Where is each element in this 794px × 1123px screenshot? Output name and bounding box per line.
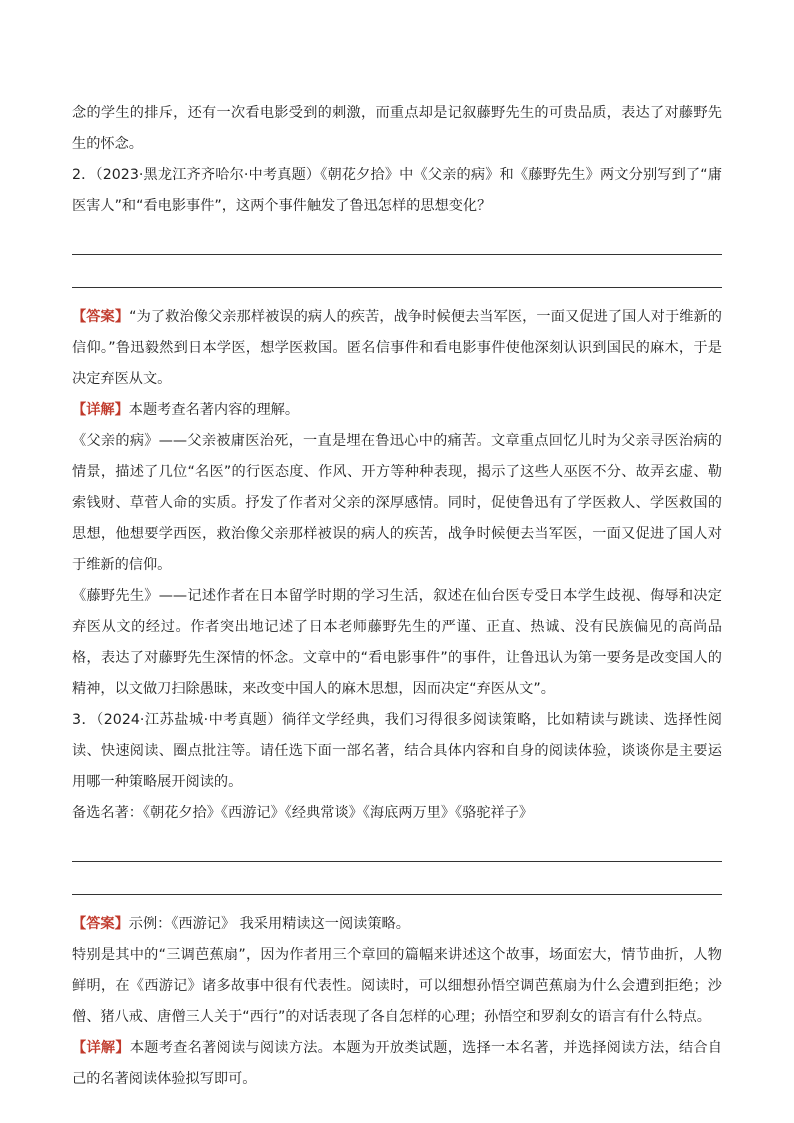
answer-tag: 【答案】 bbox=[72, 309, 130, 325]
answer-line-4 bbox=[72, 862, 722, 895]
question-3-options: 备选名著：《朝花夕拾》《西游记》《经典常谈》《海底两万里》《骆驼祥子》 bbox=[72, 805, 534, 821]
answer-text: “为了救治像父亲那样被误的病人的疾苦，战争时候便去当军医，一面又促进了国人对于维新的信仰。”鲁迅毅然到日本学医，想学医救国。匿名信事件和看电影事件使他深刻认识到国民的麻木，于是决定弃医从文。 bbox=[72, 309, 722, 387]
detail-tag: 【详解】 bbox=[72, 402, 129, 418]
question-2-para-fujino: 《藤野先生》——记述作者在日本留学时期的学习生活，叙述在仙台医专受日本学生歧视、侮辱和决定弃医从文的经过。作者突出地记述了日本老师藤野先生的严谨、正直、热诚、没有民族偏见的高尚品格，表达了对藤野先生深情的怀念。文章中的“看电影事件”的事件，让鲁迅认为第一要务是改变国人的精神，以文做刀扫除愚昧，来改变中国人的麻木思想，因而决定“弃医从文”。 bbox=[72, 588, 722, 697]
question-2-para-father: 《父亲的病》——父亲被庸医治死，一直是埋在鲁迅心中的痛苦。文章重点回忆儿时为父亲寻医治病的情景，描述了几位“名医”的行医态度、作风、开方等种种表现，揭示了这些人巫医不分、故弄玄虚、勒索钱财、草菅人命的实质。抒发了作者对父亲的深厚感情。同时，促使鲁迅有了学医救人、学医救国的思想，他想要学西医，救治像父亲那样被误的病人的疾苦，战争时候便去当军医，一面又促进了国人对于维新的信仰。 bbox=[72, 433, 722, 573]
question-3-detail bbox=[72, 1033, 722, 1095]
intro-paragraph: 念的学生的排斥，还有一次看电影受到的刺激，而重点却是记叙藤野先生的可贵品质，表达了对藤野先生的怀念。 bbox=[72, 105, 722, 152]
answer-text: 示例：《西游记》 我采用精读这一阅读策略。 bbox=[128, 916, 410, 932]
answer-line-1 bbox=[72, 222, 722, 255]
question-3-stem: 3．（2024·江苏盐城·中考真题）徜徉文学经典，我们习得很多阅读策略，比如精读与跳读、选择性阅读、快速阅读、圈点批注等。请任选下面一部名著，结合具体内容和自身的阅读体验，谈谈你是主要运用哪一种策略展开阅读的。 bbox=[72, 712, 722, 790]
answer-line-3 bbox=[72, 829, 722, 862]
spacer bbox=[72, 895, 722, 909]
detail-text: 本题考查名著阅读与阅读方法。本题为开放类试题，选择一本名著，并选择阅读方法，结合自己的名著阅读体验拟写即可。 bbox=[72, 1040, 722, 1087]
document-page bbox=[72, 98, 722, 1095]
answer-tag: 【答案】 bbox=[72, 916, 129, 932]
question-2-stem: 2．（2023·黑龙江齐齐哈尔·中考真题）《朝花夕拾》中《父亲的病》和《藤野先生》两文分别写到了“庸医害人”和“看电影事件”，这两个事件触发了鲁迅怎样的思想变化？ bbox=[72, 167, 722, 214]
answer-line-2 bbox=[72, 255, 722, 288]
detail-text: 本题考查名著内容的理解。 bbox=[128, 402, 300, 418]
detail-tag: 【详解】 bbox=[72, 1040, 130, 1056]
question-3-answer-body: 特别是其中的“三调芭蕉扇”，因为作者用三个章回的篇幅来讲述这个故事，场面宏大，情节曲折，人物鲜明，在《西游记》诸多故事中很有代表性。阅读时，可以细想孙悟空调芭蕉扇为什么会遭到拒绝；沙僧、猪八戒、唐僧三人关于“西行”的对话表现了各自怎样的心理；孙悟空和罗刹女的语言有什么特点。 bbox=[72, 947, 722, 1025]
question-3-answer bbox=[72, 909, 722, 940]
spacer bbox=[72, 288, 722, 302]
question-2-answer bbox=[72, 302, 722, 395]
question-2-detail bbox=[72, 395, 722, 426]
